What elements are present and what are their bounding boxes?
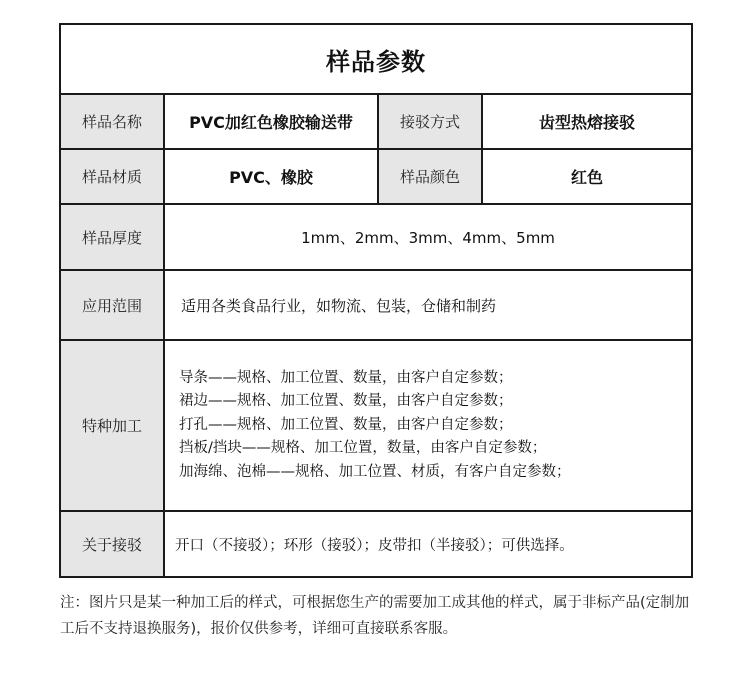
footnote: 注：图片只是某一种加工后的样式，可根据您生产的需要加工成其他的样式，属于非标产品(定制加工后不支持退换服务)，报价仅供参考，详细可直接联系客服。: [60, 595, 690, 637]
about-joint-value: 开口（不接驳）；环形（接驳）；皮带扣（半接驳）；可供选择。: [164, 511, 692, 577]
sample-name-value: PVC加红色橡胶输送带: [164, 94, 378, 149]
list-item: 挡板/挡块——规格、加工位置，数量，由客户自定参数；: [179, 440, 547, 457]
spec-table: [59, 23, 693, 578]
sample-material-value: PVC、橡胶: [164, 149, 378, 204]
sample-color-value: 红色: [482, 149, 692, 204]
list-item: 加海绵、泡棉——规格、加工位置、材质，有客户自定参数；: [179, 463, 571, 480]
sample-color-label: 样品颜色: [378, 149, 482, 204]
list-item: 导条——规格、加工位置、数量，由客户自定参数；: [179, 369, 513, 386]
application-scope-label: 应用范围: [60, 270, 164, 340]
sample-thickness-label: 样品厚度: [60, 204, 164, 270]
table-title: 样品参数: [60, 24, 692, 94]
joint-method-value: 齿型热熔接驳: [482, 94, 692, 149]
sample-thickness-value: 1mm、2mm、3mm、4mm、5mm: [164, 204, 692, 270]
list-item: 打孔——规格、加工位置、数量，由客户自定参数；: [179, 416, 513, 433]
about-joint-label: 关于接驳: [60, 511, 164, 577]
sample-name-label: 样品名称: [60, 94, 164, 149]
special-processing-label: 特种加工: [60, 340, 164, 511]
sample-material-label: 样品材质: [60, 149, 164, 204]
joint-method-label: 接驳方式: [378, 94, 482, 149]
special-processing-list: [164, 340, 692, 511]
list-item: 裙边——规格、加工位置、数量，由客户自定参数；: [179, 393, 513, 410]
application-scope-value: 适用各类食品行业，如物流、包装，仓储和制药: [164, 270, 692, 340]
